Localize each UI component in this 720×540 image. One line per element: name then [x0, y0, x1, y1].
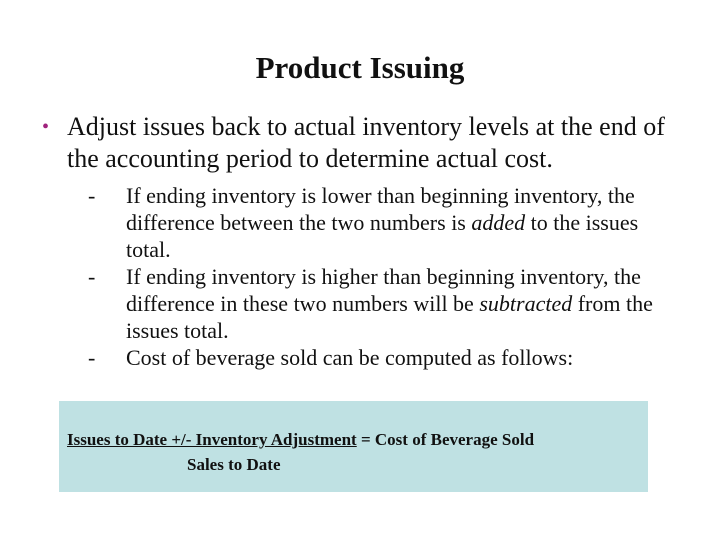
sub-bullet-item	[88, 263, 688, 344]
sub-bullet-item	[88, 182, 688, 263]
dash-marker: -	[88, 345, 96, 370]
sub-bullet-text: If ending inventory is higher than beginning inventory, the difference in these two numbers will be	[126, 264, 641, 316]
main-bullet-text: Adjust issues back to actual inventory levels at the end of the accounting period to determine actual cost.	[67, 112, 665, 173]
emphasis-added: added	[471, 210, 526, 235]
sub-bullet-text-end: from the issues total.	[126, 291, 653, 343]
sub-bullet-list	[88, 182, 688, 371]
formula-denominator: Sales to Date	[187, 455, 281, 474]
dash-marker: -	[88, 264, 96, 289]
slide-title: Product Issuing	[255, 50, 465, 85]
sub-bullet-text: Cost of beverage sold can be computed as follows:	[126, 345, 574, 370]
formula-equation	[67, 428, 534, 452]
emphasis-subtracted: subtracted	[479, 291, 573, 316]
dash-marker: -	[88, 183, 96, 208]
sub-bullet-text-end: to the issues total.	[126, 210, 639, 262]
formula-numerator: Issues to Date +/- Inventory Adjustment	[67, 430, 357, 449]
bullet-marker: •	[42, 116, 50, 138]
sub-bullet-text: If ending inventory is lower than beginning inventory, the difference between the two numbers is	[126, 183, 635, 235]
formula-result: = Cost of Beverage Sold	[356, 430, 535, 449]
formula-box	[59, 401, 648, 492]
sub-bullet-item	[88, 344, 688, 371]
